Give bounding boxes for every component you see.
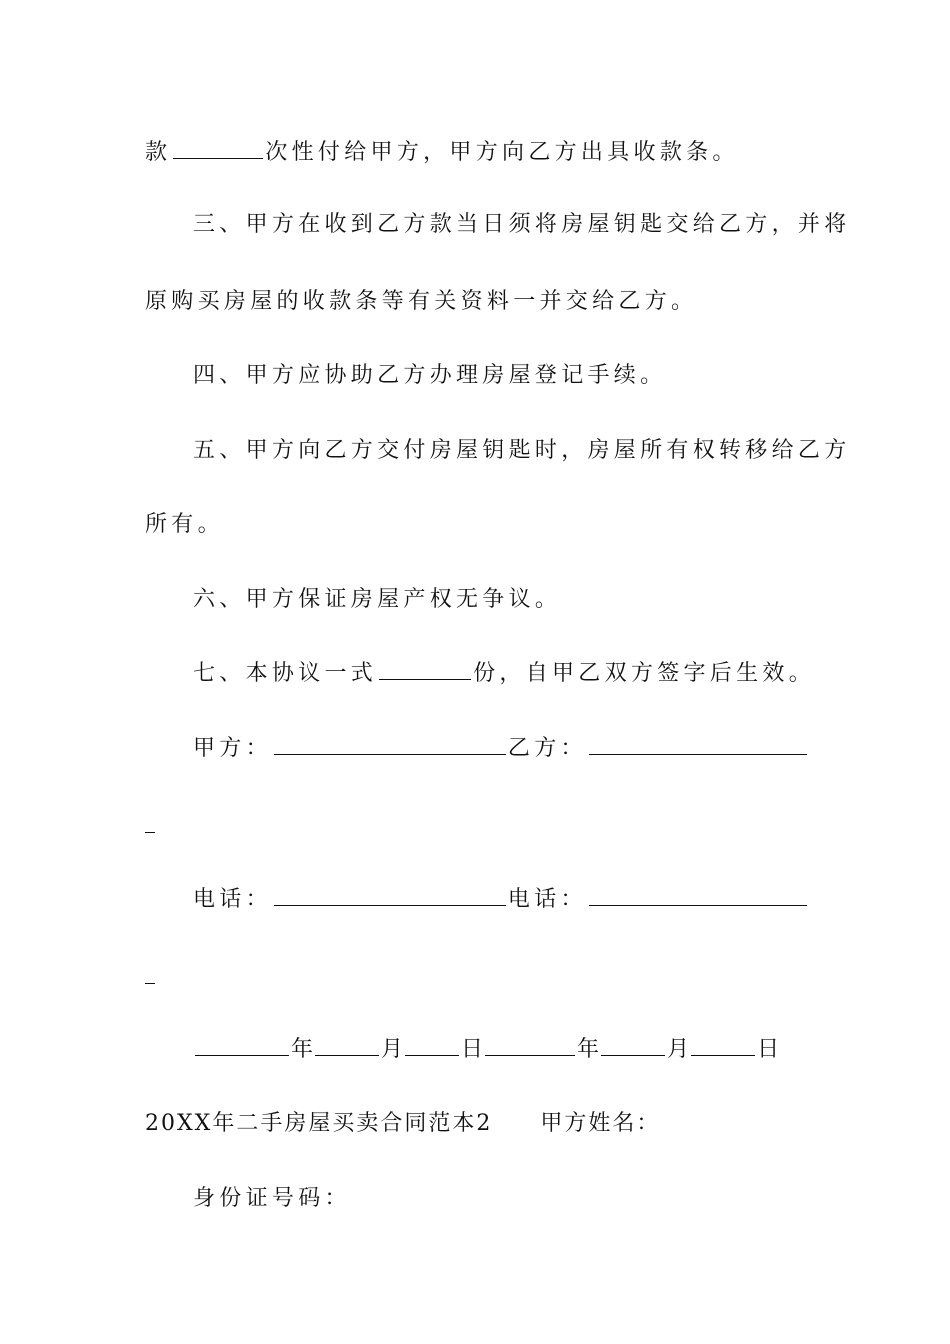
contract-title: 20XX年二手房屋买卖合同范本2 (145, 1111, 493, 1136)
clause-three-line-1: 三、甲方在收到乙方款当日须将房屋钥匙交给乙方，并将 (193, 212, 851, 237)
phone-b-field (589, 885, 807, 906)
clause-five-line-1: 五、甲方向乙方交付房屋钥匙时，房屋所有权转移给乙方 (193, 438, 851, 463)
id-number-line: 身份证号码： (193, 1186, 351, 1211)
day-blank-field (691, 1035, 755, 1056)
phone-a-label: 电话： (193, 887, 272, 912)
party-a-label: 甲方： (193, 736, 272, 761)
day-label: 日 (461, 1037, 484, 1062)
day-label: 日 (757, 1037, 780, 1062)
clause-six: 六、甲方保证房屋产权无争议。 (193, 587, 562, 612)
seller-name-label: 甲方姓名： (540, 1111, 661, 1136)
party-b-signature-field (589, 734, 807, 755)
blank-field (173, 138, 263, 159)
clause-seven (193, 659, 816, 689)
month-blank-field (315, 1035, 379, 1056)
copies-blank-field (379, 659, 471, 680)
party-a-signature-field (274, 734, 506, 755)
phone-b-label: 电话： (507, 887, 587, 912)
signature-phone-line (193, 885, 810, 915)
line-continuation-dash (145, 983, 155, 984)
month-label: 月 (667, 1037, 690, 1062)
text-fragment: 次性付给甲方，甲方向乙方出具收款条。 (265, 140, 739, 165)
year-label: 年 (577, 1037, 600, 1062)
next-contract-heading (145, 1109, 810, 1139)
clause-payment-continuation (145, 138, 810, 168)
line-continuation-dash (145, 832, 155, 833)
signature-party-line (193, 734, 810, 764)
year-blank-field (485, 1035, 575, 1056)
text-fragment: 七、本协议一式 (193, 661, 378, 686)
phone-a-field (274, 885, 506, 906)
clause-three-line-2: 原购买房屋的收款条等有关资料一并交给乙方。 (145, 289, 698, 314)
party-b-label: 乙方： (507, 736, 587, 761)
text-fragment: 份，自甲乙双方签字后生效。 (473, 661, 816, 686)
clause-five-line-2: 所有。 (145, 512, 224, 537)
year-blank-field (195, 1035, 289, 1056)
month-label: 月 (381, 1037, 404, 1062)
year-label: 年 (291, 1037, 314, 1062)
month-blank-field (601, 1035, 665, 1056)
signature-date-line (193, 1035, 810, 1065)
day-blank-field (405, 1035, 459, 1056)
clause-four: 四、甲方应协助乙方办理房屋登记手续。 (193, 363, 667, 388)
text-fragment: 款 (145, 140, 172, 165)
